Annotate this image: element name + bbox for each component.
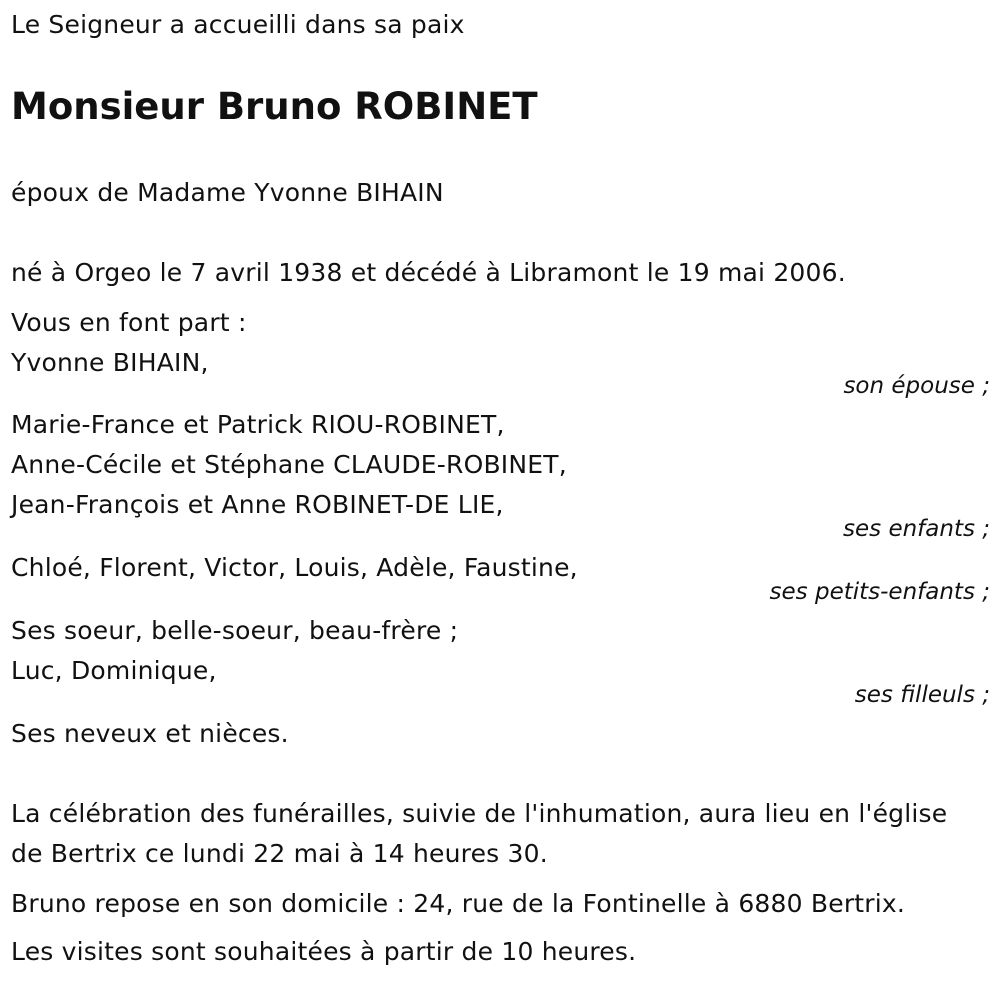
announce-line: Vous en font part :	[11, 308, 247, 337]
header-text: Le Seigneur a accueilli dans sa paix	[11, 10, 465, 39]
nephews-line: Ses neveux et nièces.	[11, 719, 289, 748]
relation-godchildren: ses filleuls ;	[854, 682, 990, 708]
spouse-name: Yvonne BIHAIN,	[11, 348, 209, 377]
birth-death-line: né à Orgeo le 7 avril 1938 et décédé à Libramont le 19 mai 2006.	[11, 258, 846, 287]
residence-line: Bruno repose en son domicile : 24, rue de la Fontinelle à 6880 Bertrix.	[11, 889, 906, 918]
godchildren-names: Luc, Dominique,	[11, 656, 217, 685]
funeral-line-2: de Bertrix ce lundi 22 mai à 14 heures 30.	[11, 839, 548, 868]
funeral-line-1: La célébration des funérailles, suivie de l'inhumation, aura lieu en l'église	[11, 799, 948, 828]
spouse-line: époux de Madame Yvonne BIHAIN	[11, 178, 444, 207]
relation-spouse: son épouse ;	[843, 373, 990, 399]
visits-line: Les visites sont souhaitées à partir de 10 heures.	[11, 937, 637, 966]
relation-children: ses enfants ;	[843, 516, 990, 542]
child-name: Anne-Cécile et Stéphane CLAUDE-ROBINET,	[11, 450, 567, 479]
grandchildren-names: Chloé, Florent, Victor, Louis, Adèle, Faustine,	[11, 553, 578, 582]
deceased-name: Monsieur Bruno ROBINET	[11, 85, 538, 128]
child-name: Jean-François et Anne ROBINET-DE LIE,	[11, 490, 504, 519]
relation-grandchildren: ses petits-enfants ;	[769, 579, 990, 605]
siblings-line: Ses soeur, belle-soeur, beau-frère ;	[11, 616, 459, 645]
child-name: Marie-France et Patrick RIOU-ROBINET,	[11, 410, 505, 439]
